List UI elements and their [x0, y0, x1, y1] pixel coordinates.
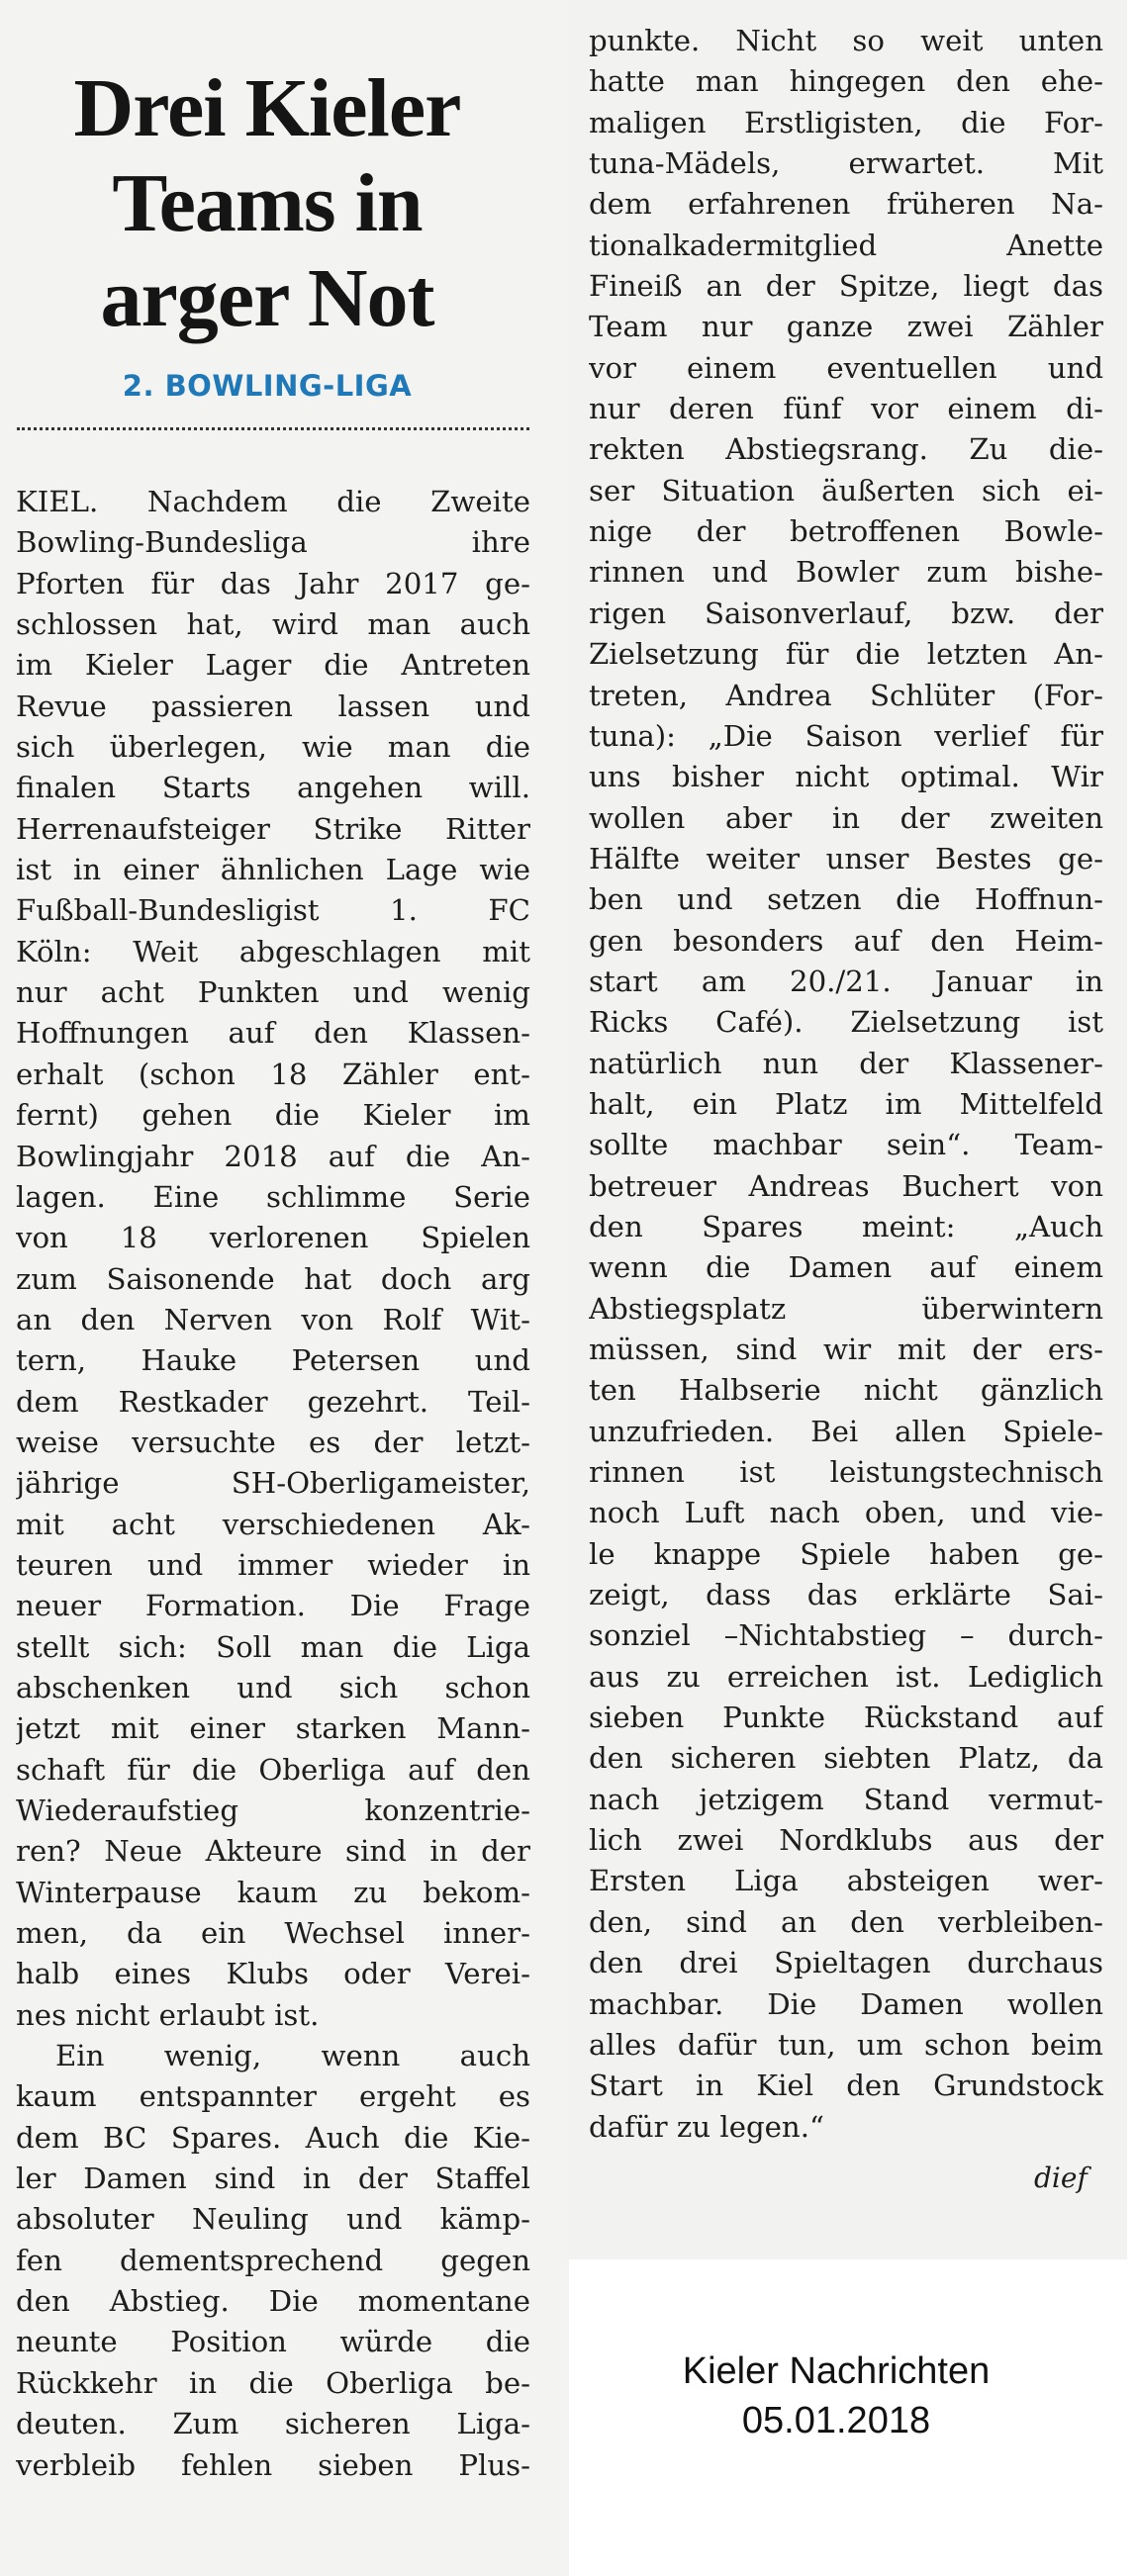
- text-line: KIEL. Nachdem die Zweite: [16, 485, 530, 518]
- text-line: ten Halbserie nicht gänzlich: [589, 1373, 1103, 1408]
- text-line: Köln: Weit abgeschlagen mit: [16, 934, 530, 968]
- text-line: nige der betroffenen Bowle-: [589, 514, 1103, 549]
- text-line: Winterpause kaum zu bekom-: [16, 1875, 530, 1909]
- text-line: Ein wenig, wenn auch: [55, 2039, 530, 2073]
- text-line: ist in einer ähnlichen Lage wie: [16, 853, 530, 887]
- text-line: lagen. Eine schlimme Serie: [16, 1179, 530, 1214]
- text-line: sich überlegen, wie man die: [16, 730, 530, 765]
- text-line: Start in Kiel den Grundstock: [589, 2069, 1103, 2103]
- text-line: start am 20./21. Januar in: [589, 964, 1103, 998]
- author-signature: dief: [1034, 2162, 1088, 2194]
- text-line: betreuer Andreas Buchert von: [589, 1168, 1103, 1203]
- text-line: Hälfte weiter unser Bestes ge-: [589, 841, 1103, 875]
- text-line: wenn die Damen auf einem: [589, 1250, 1103, 1285]
- text-line: Wiederaufstieg konzentrie-: [16, 1794, 530, 1827]
- text-line: lich zwei Nordklubs aus der: [589, 1823, 1103, 1858]
- text-line: Fineiß an der Spitze, liegt das: [589, 269, 1103, 304]
- text-line: absoluter Neuling und kämp-: [16, 2202, 530, 2237]
- text-line: zeigt, dass das erklärte Sai-: [589, 1578, 1103, 1612]
- text-line: tionalkadermitglied Anette: [589, 228, 1103, 262]
- text-line: ben und setzen die Hoffnun-: [589, 882, 1103, 917]
- text-line: finalen Starts angehen will.: [16, 771, 530, 805]
- text-line: nur deren fünf vor einem di-: [589, 392, 1103, 426]
- text-line: gen besonders auf den Heim-: [589, 923, 1103, 958]
- text-line: Pforten für das Jahr 2017 ge-: [16, 566, 530, 600]
- text-line: müssen, sind wir mit der ers-: [589, 1333, 1103, 1366]
- text-line: sollte machbar sein“. Team-: [589, 1128, 1103, 1162]
- text-line: sieben Punkte Rückstand auf: [589, 1701, 1103, 1735]
- text-line: abschenken und sich schon: [16, 1670, 530, 1704]
- text-line: ler Damen sind in der Staffel: [16, 2162, 530, 2196]
- text-line: den drei Spieltagen durchaus: [589, 1946, 1103, 1980]
- text-line: den Spares meint: „Auch: [589, 1209, 1103, 1243]
- text-line: Ersten Liga absteigen wer-: [589, 1864, 1103, 1898]
- text-line: zum Saisonende hat doch arg: [16, 1261, 530, 1296]
- text-line: weise versuchte es der letzt-: [16, 1425, 530, 1459]
- text-line: schlossen hat, wird man auch: [16, 607, 530, 642]
- text-line: dem Restkader gezehrt. Teil-: [16, 1384, 530, 1419]
- text-line: stellt sich: Soll man die Liga: [16, 1629, 530, 1664]
- text-line: jährige SH-Oberligameister,: [16, 1466, 530, 1501]
- text-line: nur acht Punkten und wenig: [16, 975, 530, 1010]
- text-line: erhalt (schon 18 Zähler ent-: [16, 1057, 530, 1091]
- text-line: tuna-Mädels, erwartet. Mit: [589, 146, 1103, 181]
- text-line: an den Nerven von Rolf Wit-: [16, 1302, 530, 1336]
- headline-line: arger Not: [100, 252, 434, 344]
- text-line: Rückkehr in die Oberliga be-: [16, 2365, 530, 2400]
- text-line: punkte. Nicht so weit unten: [589, 24, 1103, 57]
- article-column-1: [16, 482, 530, 2486]
- text-line: maligen Erstligisten, die For-: [589, 105, 1103, 139]
- text-line: mit acht verschiedenen Ak-: [16, 1507, 530, 1541]
- text-line: men, da ein Wechsel inner-: [16, 1916, 530, 1951]
- text-line: den sicheren siebten Platz, da: [589, 1741, 1103, 1776]
- text-line: machbar. Die Damen wollen: [589, 1986, 1103, 2021]
- text-line: jetzt mit einer starken Mann-: [16, 1711, 530, 1746]
- text-line: neunte Position würde die: [16, 2325, 530, 2359]
- text-line: den, sind an den verbleiben-: [589, 1904, 1103, 1939]
- text-line: natürlich nun der Klassener-: [589, 1046, 1103, 1080]
- text-line: Bowling-Bundesliga ihre: [16, 525, 530, 560]
- text-line: Bowlingjahr 2018 auf die An-: [16, 1139, 530, 1173]
- text-line: Abstiegsplatz überwintern: [589, 1291, 1103, 1326]
- text-line: teuren und immer wieder in: [16, 1547, 530, 1582]
- headline-line: Drei Kieler: [73, 62, 461, 154]
- text-line: tern, Hauke Petersen und: [16, 1343, 530, 1378]
- text-line: rekten Abstiegsrang. Zu die-: [589, 432, 1103, 467]
- text-line: Team nur ganze zwei Zähler: [589, 310, 1103, 344]
- text-line: alles dafür tun, um schon beim: [589, 2027, 1103, 2062]
- text-line: dafür zu legen.“: [589, 2109, 824, 2144]
- text-line: wollen aber in der zweiten: [589, 800, 1103, 835]
- section-kicker: 2. BOWLING-LIGA: [122, 369, 413, 403]
- text-line: dem BC Spares. Auch die Kie-: [16, 2120, 530, 2155]
- text-line: unzufrieden. Bei allen Spiele-: [589, 1414, 1103, 1448]
- text-line: im Kieler Lager die Antreten: [16, 648, 530, 683]
- text-line: aus zu erreichen ist. Lediglich: [589, 1659, 1103, 1694]
- text-line: rinnen und Bowler zum bishe-: [589, 555, 1103, 590]
- text-line: Hoffnungen auf den Klassen-: [16, 1016, 530, 1051]
- text-line: hatte man hingegen den ehe-: [589, 64, 1103, 99]
- text-line: schaft für die Oberliga auf den: [16, 1752, 530, 1787]
- text-line: von 18 verlorenen Spielen: [16, 1221, 530, 1255]
- article-column-2: [589, 21, 1103, 2148]
- text-line: uns bisher nicht optimal. Wir: [589, 760, 1103, 794]
- text-line: tuna): „Die Saison verlief für: [589, 718, 1103, 753]
- text-line: vor einem eventuellen und: [589, 350, 1103, 385]
- text-line: nes nicht erlaubt ist.: [16, 1997, 320, 2032]
- text-line: sonziel –Nichtabstieg – durch-: [589, 1618, 1103, 1653]
- headline: [20, 61, 515, 346]
- text-line: Ricks Café). Zielsetzung ist: [589, 1005, 1103, 1040]
- text-line: ser Situation äußerten sich ei-: [589, 473, 1103, 507]
- text-line: le knappe Spiele haben ge-: [589, 1536, 1103, 1571]
- publication-name: Kieler Nachrichten: [682, 2350, 991, 2392]
- text-line: Zielsetzung für die letzten An-: [589, 637, 1103, 672]
- text-line: kaum entspannter ergeht es: [16, 2079, 530, 2114]
- text-line: rigen Saisonverlauf, bzw. der: [589, 596, 1103, 630]
- text-line: halb eines Klubs oder Verei-: [16, 1957, 530, 1991]
- text-line: dem erfahrenen früheren Na-: [589, 187, 1103, 222]
- headline-line: Teams in: [112, 157, 423, 249]
- source-caption: [614, 2346, 1059, 2445]
- text-line: den Abstieg. Die momentane: [16, 2284, 530, 2319]
- text-line: neuer Formation. Die Frage: [16, 1589, 530, 1623]
- text-line: verbleib fehlen sieben Plus-: [16, 2447, 530, 2482]
- text-line: Revue passieren lassen und: [16, 689, 530, 723]
- dotted-divider: [17, 427, 529, 430]
- text-line: fen dementsprechend gegen: [16, 2243, 530, 2277]
- text-line: rinnen ist leistungstechnisch: [589, 1455, 1103, 1490]
- text-line: Herrenaufsteiger Strike Ritter: [16, 811, 530, 846]
- text-line: nach jetzigem Stand vermut-: [589, 1782, 1103, 1816]
- text-line: treten, Andrea Schlüter (For-: [589, 678, 1103, 712]
- text-line: ren? Neue Akteure sind in der: [16, 1834, 530, 1869]
- text-line: fernt) gehen die Kieler im: [16, 1098, 530, 1133]
- text-line: Fußball-Bundesligist 1. FC: [16, 893, 530, 928]
- text-line: deuten. Zum sicheren Liga-: [16, 2407, 530, 2441]
- publication-date: 05.01.2018: [741, 2400, 931, 2441]
- text-line: halt, ein Platz im Mittelfeld: [589, 1086, 1103, 1121]
- text-line: noch Luft nach oben, und vie-: [589, 1496, 1103, 1530]
